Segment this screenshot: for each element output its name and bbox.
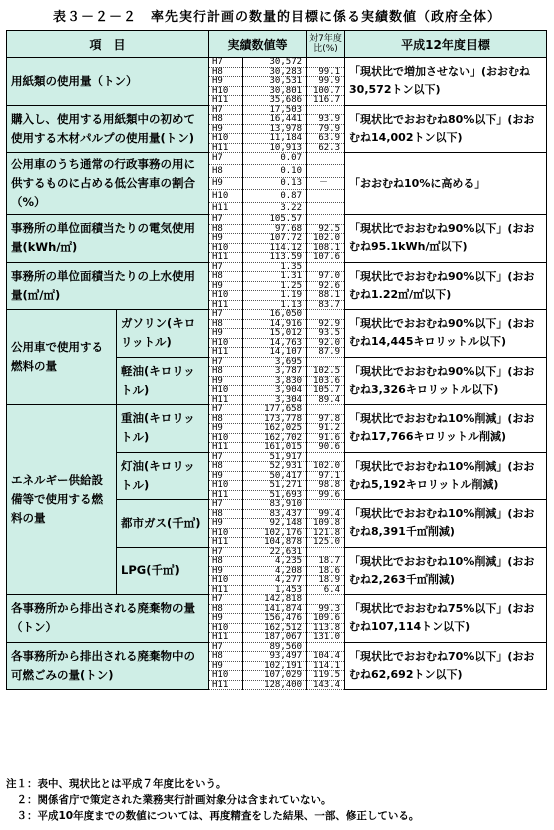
year-cell: H9	[209, 281, 243, 291]
target-cell: 「現状比でおおむね90%以下」(おおむね95.1kWh/㎡以下)	[345, 215, 547, 263]
value-cell: 50,417	[243, 471, 307, 481]
percent-cell: 99.6	[307, 490, 345, 500]
percent-cell: 62.3	[307, 143, 345, 153]
percent-cell: 125.0	[307, 538, 345, 548]
sub-item-label: ガソリン(キロリットル)	[117, 310, 209, 358]
percent-cell: 18.7	[307, 557, 345, 567]
value-cell: 162,025	[243, 424, 307, 434]
value-cell: 107.72	[243, 234, 307, 244]
percent-cell	[307, 310, 345, 320]
percent-cell: 97.8	[307, 414, 345, 424]
target-cell: 「おおむね10%に高める」	[345, 153, 547, 215]
value-cell: 3,695	[243, 357, 307, 367]
value-cell: 1.19	[243, 291, 307, 301]
percent-cell: 121.8	[307, 528, 345, 538]
percent-cell: 119.5	[307, 671, 345, 681]
year-cell: H8	[209, 224, 243, 234]
year-cell: H7	[209, 500, 243, 510]
item-label: 各事務所から排出される廃棄物中の可燃ごみの量(トン)	[7, 642, 209, 690]
item-label: 用紙類の使用量（トン）	[7, 58, 209, 106]
value-cell: 162,512	[243, 623, 307, 633]
percent-cell	[307, 500, 345, 510]
value-cell: 14,107	[243, 348, 307, 358]
year-cell: H7	[209, 642, 243, 652]
value-cell: 1.35	[243, 262, 307, 272]
percent-cell: 18.9	[307, 576, 345, 586]
percent-cell: 97.0	[307, 272, 345, 282]
table-row	[7, 262, 547, 272]
table-row	[7, 215, 547, 225]
note-3: ３：平成10年度までの数値については、再度精査をした結果、一部、修正している。	[6, 810, 420, 822]
value-cell: 173,778	[243, 414, 307, 424]
year-cell: H7	[209, 547, 243, 557]
percent-cell: 102.5	[307, 367, 345, 377]
item-label: 各事務所から排出される廃棄物の量（トン）	[7, 595, 209, 643]
value-cell: 30,801	[243, 86, 307, 96]
year-cell: H9	[209, 376, 243, 386]
percent-cell: 63.9	[307, 134, 345, 144]
year-cell: H7	[209, 405, 243, 415]
year-cell: H11	[209, 443, 243, 453]
results-table	[6, 30, 547, 690]
value-cell: 35,686	[243, 96, 307, 106]
year-cell: H9	[209, 566, 243, 576]
percent-cell: 88.1	[307, 291, 345, 301]
year-cell: H7	[209, 357, 243, 367]
value-cell: 10,913	[243, 143, 307, 153]
year-cell: H10	[209, 86, 243, 96]
percent-cell	[307, 202, 345, 214]
year-cell: H9	[209, 177, 243, 189]
sub-item-label: 都市ガス(千㎥)	[117, 500, 209, 548]
percent-cell: 100.7	[307, 86, 345, 96]
year-cell: H9	[209, 471, 243, 481]
table-row	[7, 153, 547, 165]
year-cell: H10	[209, 338, 243, 348]
item-label: 事務所の単位面積当たりの電気使用量(kWh/㎡)	[7, 215, 209, 263]
sub-item-label: 灯油(キロリットル)	[117, 452, 209, 500]
target-cell: 「現状比でおおむね90%以下」(おおむね3,326キロリットル以下)	[345, 357, 547, 405]
percent-cell: 108.1	[307, 243, 345, 253]
target-cell: 「現状比でおおむね90%以下」(おおむね1.22㎥/㎡以下)	[345, 262, 547, 310]
percent-cell: 103.6	[307, 376, 345, 386]
value-cell: 104,878	[243, 538, 307, 548]
percent-cell: 89.4	[307, 395, 345, 405]
table-row	[7, 405, 547, 415]
year-cell: H7	[209, 58, 243, 68]
percent-cell: 92.6	[307, 281, 345, 291]
item-label: 公用車で使用する燃料の量	[7, 310, 117, 405]
year-cell: H8	[209, 414, 243, 424]
percent-cell	[307, 595, 345, 605]
value-cell: 51,693	[243, 490, 307, 500]
percent-cell: 92.5	[307, 224, 345, 234]
value-cell: 83,437	[243, 509, 307, 519]
value-cell: 11,184	[243, 134, 307, 144]
year-cell: H9	[209, 234, 243, 244]
sub-item-label: LPG(千㎥)	[117, 547, 209, 595]
value-cell: 113.59	[243, 253, 307, 263]
year-cell: H8	[209, 67, 243, 77]
percent-cell	[307, 58, 345, 68]
header-row	[7, 31, 547, 58]
value-cell: 30,531	[243, 77, 307, 87]
year-cell: H10	[209, 671, 243, 681]
value-cell: 30,572	[243, 58, 307, 68]
value-cell: 15,012	[243, 329, 307, 339]
percent-cell	[307, 215, 345, 225]
percent-cell: 143.4	[307, 680, 345, 690]
percent-cell: 91.6	[307, 433, 345, 443]
year-cell: H8	[209, 165, 243, 177]
target-cell: 「現状比でおおむね10%削減」(おおむね8,391千㎥削減)	[345, 500, 547, 548]
year-cell: H11	[209, 143, 243, 153]
percent-cell: 113.8	[307, 623, 345, 633]
year-cell: H10	[209, 134, 243, 144]
value-cell: 93,497	[243, 652, 307, 662]
value-cell: 3,787	[243, 367, 307, 377]
year-cell: H9	[209, 661, 243, 671]
percent-cell: 109.8	[307, 519, 345, 529]
percent-cell	[307, 165, 345, 177]
year-cell: H10	[209, 190, 243, 202]
target-cell: 「現状比でおおむね90%以下」(おおむね14,445キロリットル以下)	[345, 310, 547, 358]
percent-cell: 93.5	[307, 329, 345, 339]
percent-cell	[307, 153, 345, 165]
value-cell: 97.68	[243, 224, 307, 234]
value-cell: 13,978	[243, 124, 307, 134]
year-cell: H10	[209, 481, 243, 491]
value-cell: 51,271	[243, 481, 307, 491]
year-cell: H10	[209, 623, 243, 633]
value-cell: 14,916	[243, 319, 307, 329]
year-cell: H8	[209, 652, 243, 662]
percent-cell: 83.7	[307, 300, 345, 310]
percent-cell	[307, 405, 345, 415]
value-cell: 1.31	[243, 272, 307, 282]
header-values: 実績数値等	[209, 31, 307, 58]
percent-cell	[307, 190, 345, 202]
table-row	[7, 310, 547, 320]
year-cell: H9	[209, 614, 243, 624]
table-body	[7, 58, 547, 690]
value-cell: 141,874	[243, 604, 307, 614]
value-cell: 17,503	[243, 105, 307, 115]
year-cell: H7	[209, 310, 243, 320]
item-label: 購入し、使用する用紙類中の初めて使用する木材パルプの使用量(トン)	[7, 105, 209, 153]
value-cell: 22,631	[243, 547, 307, 557]
value-cell: 16,441	[243, 115, 307, 125]
target-cell: 「現状比で増加させない」(おおむね30,572トン以下)	[345, 58, 547, 106]
year-cell: H7	[209, 215, 243, 225]
sub-item-label: 重油(キロリットル)	[117, 405, 209, 453]
year-cell: H9	[209, 424, 243, 434]
year-cell: H9	[209, 77, 243, 87]
percent-cell: 102.0	[307, 234, 345, 244]
percent-cell: 109.6	[307, 614, 345, 624]
value-cell: 14,763	[243, 338, 307, 348]
percent-cell: 87.9	[307, 348, 345, 358]
percent-cell: 105.7	[307, 386, 345, 396]
value-cell: 0.87	[243, 190, 307, 202]
header-pct: 対7年度比(%)	[307, 31, 345, 58]
percent-cell: 79.9	[307, 124, 345, 134]
percent-cell: 102.0	[307, 462, 345, 472]
percent-cell: 6.4	[307, 585, 345, 595]
value-cell: 83,910	[243, 500, 307, 510]
target-cell: 「現状比でおおむね10%削減」(おおむね17,766キロリットル削減)	[345, 405, 547, 453]
percent-cell: 91.2	[307, 424, 345, 434]
year-cell: H7	[209, 153, 243, 165]
year-cell: H8	[209, 509, 243, 519]
item-label: 公用車のうち通常の行政事務の用に供するものに占める低公害車の割合（%）	[7, 153, 209, 215]
year-cell: H8	[209, 557, 243, 567]
table-row	[7, 595, 547, 605]
year-cell: H9	[209, 329, 243, 339]
value-cell: 4,208	[243, 566, 307, 576]
year-cell: H8	[209, 272, 243, 282]
value-cell: 1,453	[243, 585, 307, 595]
target-cell: 「現状比でおおむね10%削減」(おおむね2,263千㎥削減)	[345, 547, 547, 595]
year-cell: H11	[209, 300, 243, 310]
value-cell: 102,191	[243, 661, 307, 671]
year-cell: H11	[209, 395, 243, 405]
target-cell: 「現状比でおおむね70%以下」(おおむね62,692トン以下)	[345, 642, 547, 690]
target-cell: 「現状比でおおむね80%以下」(おおむね14,002トン以下)	[345, 105, 547, 153]
value-cell: 177,658	[243, 405, 307, 415]
year-cell: H7	[209, 105, 243, 115]
notes	[6, 776, 546, 824]
sub-item-label: 軽油(キロリットル)	[117, 357, 209, 405]
year-cell: H11	[209, 348, 243, 358]
percent-cell: －	[307, 177, 345, 189]
value-cell: 3,904	[243, 386, 307, 396]
value-cell: 89,560	[243, 642, 307, 652]
percent-cell: 99.4	[307, 509, 345, 519]
note-2: ２：関係省庁で策定された業務実行計画対象分は含まれていない。	[6, 794, 332, 806]
value-cell: 92,148	[243, 519, 307, 529]
value-cell: 1.25	[243, 281, 307, 291]
percent-cell: 90.6	[307, 443, 345, 453]
year-cell: H10	[209, 433, 243, 443]
item-label: 事務所の単位面積当たりの上水使用量(㎥/㎡)	[7, 262, 209, 310]
value-cell: 1.13	[243, 300, 307, 310]
percent-cell: 114.1	[307, 661, 345, 671]
year-cell: H8	[209, 115, 243, 125]
year-cell: H7	[209, 595, 243, 605]
table-row	[7, 58, 547, 68]
value-cell: 4,277	[243, 576, 307, 586]
target-cell: 「現状比でおおむね75%以下」(おおむね107,114トン以下)	[345, 595, 547, 643]
value-cell: 30,283	[243, 67, 307, 77]
percent-cell: 104.4	[307, 652, 345, 662]
value-cell: 52,931	[243, 462, 307, 472]
year-cell: H9	[209, 519, 243, 529]
percent-cell: 93.9	[307, 115, 345, 125]
value-cell: 3.22	[243, 202, 307, 214]
year-cell: H8	[209, 319, 243, 329]
year-cell: H11	[209, 538, 243, 548]
year-cell: H11	[209, 490, 243, 500]
value-cell: 128,400	[243, 680, 307, 690]
value-cell: 156,476	[243, 614, 307, 624]
year-cell: H11	[209, 96, 243, 106]
percent-cell: 107.6	[307, 253, 345, 263]
year-cell: H8	[209, 367, 243, 377]
percent-cell: 99.3	[307, 604, 345, 614]
year-cell: H10	[209, 528, 243, 538]
year-cell: H9	[209, 124, 243, 134]
year-cell: H7	[209, 262, 243, 272]
year-cell: H11	[209, 585, 243, 595]
year-cell: H8	[209, 462, 243, 472]
year-cell: H10	[209, 243, 243, 253]
value-cell: 102,176	[243, 528, 307, 538]
value-cell: 16,050	[243, 310, 307, 320]
table-title: 表３－２－２ 率先実行計画の数量的目標に係る実績数値（政府全体）	[52, 10, 501, 25]
percent-cell: 116.7	[307, 96, 345, 106]
value-cell: 4,235	[243, 557, 307, 567]
percent-cell: 99.9	[307, 77, 345, 87]
value-cell: 51,917	[243, 452, 307, 462]
percent-cell: 92.9	[307, 319, 345, 329]
percent-cell: 131.0	[307, 633, 345, 643]
value-cell: 3,304	[243, 395, 307, 405]
year-cell: H11	[209, 202, 243, 214]
value-cell: 105.57	[243, 215, 307, 225]
year-cell: H11	[209, 680, 243, 690]
note-1: 注１：表中、現状比とは平成７年度比をいう。	[6, 778, 227, 790]
value-cell: 187,067	[243, 633, 307, 643]
target-cell: 「現状比でおおむね10%削減」(おおむね5,192キロリットル削減)	[345, 452, 547, 500]
year-cell: H11	[209, 253, 243, 263]
year-cell: H8	[209, 604, 243, 614]
value-cell: 114.12	[243, 243, 307, 253]
value-cell: 162,702	[243, 433, 307, 443]
percent-cell: 18.6	[307, 566, 345, 576]
value-cell: 161,015	[243, 443, 307, 453]
header-target: 平成12年度目標	[345, 31, 547, 58]
header-item: 項 目	[7, 31, 209, 58]
year-cell: H10	[209, 576, 243, 586]
value-cell: 0.07	[243, 153, 307, 165]
year-cell: H11	[209, 633, 243, 643]
percent-cell: 98.8	[307, 481, 345, 491]
value-cell: 3,830	[243, 376, 307, 386]
year-cell: H10	[209, 386, 243, 396]
value-cell: 107,029	[243, 671, 307, 681]
percent-cell: 92.0	[307, 338, 345, 348]
percent-cell: 97.1	[307, 471, 345, 481]
year-cell: H10	[209, 291, 243, 301]
year-cell: H7	[209, 452, 243, 462]
value-cell: 0.10	[243, 165, 307, 177]
percent-cell: 99.1	[307, 67, 345, 77]
value-cell: 142,818	[243, 595, 307, 605]
item-label: エネルギー供給設備等で使用する燃料の量	[7, 405, 117, 595]
value-cell: 0.13	[243, 177, 307, 189]
